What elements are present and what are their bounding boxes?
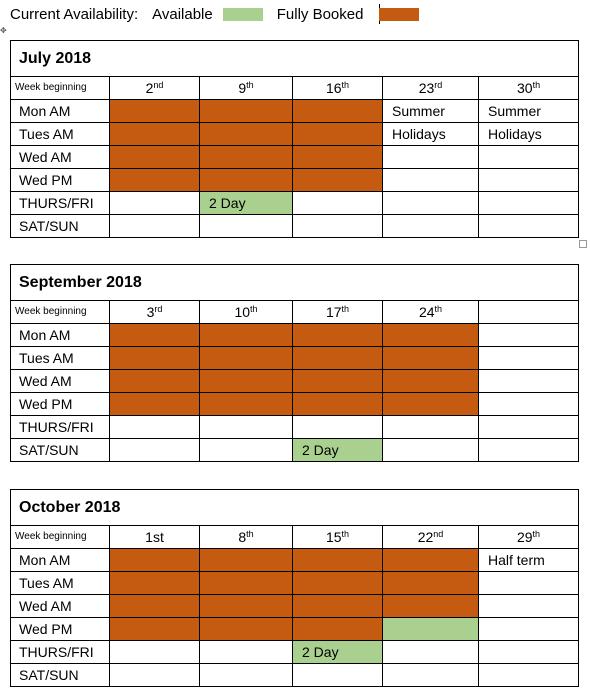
month-title: September 2018	[11, 265, 579, 301]
week-header-row	[11, 301, 579, 324]
slot-row	[11, 572, 579, 595]
slot-cell	[383, 215, 479, 238]
slot-row	[11, 123, 579, 146]
week-date-header	[479, 526, 579, 549]
slot-cell	[383, 370, 479, 393]
week-header-row	[11, 77, 579, 100]
slot-cell	[479, 169, 579, 192]
slot-cell	[200, 664, 293, 687]
slot-cell	[293, 618, 383, 641]
slot-cell	[110, 664, 200, 687]
slot-label: Tues AM	[11, 572, 110, 595]
slot-label: Wed PM	[11, 618, 110, 641]
slot-row	[11, 595, 579, 618]
week-date-suffix: rd	[434, 80, 443, 90]
slot-cell	[293, 192, 383, 215]
week-date-number: 29	[516, 529, 533, 545]
week-date-header	[383, 301, 479, 324]
slot-row	[11, 215, 579, 238]
slot-row	[11, 664, 579, 687]
slot-label: THURS/FRI	[11, 416, 110, 439]
week-beginning-label: Week beginning	[11, 77, 110, 100]
slot-label: Wed PM	[11, 393, 110, 416]
week-date-header	[383, 77, 479, 100]
slot-cell	[383, 169, 479, 192]
slot-label: SAT/SUN	[11, 215, 110, 238]
slot-label: THURS/FRI	[11, 641, 110, 664]
week-date-header	[293, 526, 383, 549]
week-date-suffix: th	[246, 529, 254, 539]
slot-cell	[110, 618, 200, 641]
month-title: July 2018	[11, 41, 579, 77]
slot-cell	[110, 169, 200, 192]
slot-cell	[479, 370, 579, 393]
week-date-number: 24	[418, 304, 435, 320]
slot-cell	[200, 439, 293, 462]
week-date-suffix: th	[434, 304, 443, 314]
slot-cell	[479, 664, 579, 687]
slot-cell	[200, 123, 293, 146]
table-resize-handle[interactable]	[579, 240, 587, 248]
slot-cell	[293, 100, 383, 123]
slot-row	[11, 169, 579, 192]
availability-legend	[10, 4, 419, 24]
slot-cell	[479, 347, 579, 370]
legend-available-label: Available	[152, 5, 213, 23]
slot-cell: Holidays	[479, 123, 579, 146]
legend-title: Current Availability:	[10, 5, 139, 23]
week-date-number: 9	[238, 80, 247, 96]
slot-row	[11, 549, 579, 572]
slot-cell	[293, 572, 383, 595]
slot-cell: 2 Day	[200, 192, 293, 215]
slot-cell	[200, 347, 293, 370]
slot-cell	[383, 393, 479, 416]
slot-label: Wed AM	[11, 146, 110, 169]
slot-label: Wed PM	[11, 169, 110, 192]
slot-cell	[200, 618, 293, 641]
month-title-row	[11, 490, 579, 526]
week-date-header	[110, 526, 200, 549]
week-date-suffix: th	[532, 529, 541, 539]
slot-row	[11, 618, 579, 641]
slot-cell: Holidays	[383, 123, 479, 146]
slot-cell	[383, 416, 479, 439]
slot-cell	[110, 215, 200, 238]
slot-row	[11, 100, 579, 123]
slot-row	[11, 324, 579, 347]
slot-cell	[293, 324, 383, 347]
slot-row	[11, 393, 579, 416]
week-date-number: 23	[418, 80, 435, 96]
slot-cell	[110, 595, 200, 618]
slot-cell	[293, 416, 383, 439]
slot-cell	[110, 641, 200, 664]
slot-cell	[200, 146, 293, 169]
slot-cell	[200, 393, 293, 416]
slot-label: Wed AM	[11, 595, 110, 618]
slot-cell	[479, 215, 579, 238]
slot-label: Mon AM	[11, 100, 110, 123]
week-beginning-label: Week beginning	[11, 301, 110, 324]
slot-cell	[200, 370, 293, 393]
slot-cell	[479, 416, 579, 439]
slot-cell	[110, 146, 200, 169]
slot-cell: 2 Day	[293, 641, 383, 664]
slot-cell	[110, 192, 200, 215]
slot-label: Wed AM	[11, 370, 110, 393]
legend-booked-swatch	[379, 8, 419, 21]
week-date-suffix: th	[341, 304, 350, 314]
week-date-suffix: rd	[154, 304, 163, 314]
week-date-suffix: nd	[153, 80, 164, 90]
slot-cell	[383, 347, 479, 370]
slot-cell	[383, 641, 479, 664]
slot-cell	[479, 595, 579, 618]
slot-cell	[293, 123, 383, 146]
week-header-row	[11, 526, 579, 549]
slot-row	[11, 439, 579, 462]
slot-cell	[293, 595, 383, 618]
legend-available-swatch	[223, 8, 263, 21]
week-date-header	[383, 526, 479, 549]
slot-row	[11, 416, 579, 439]
week-beginning-label: Week beginning	[11, 526, 110, 549]
week-date-suffix: th	[341, 80, 350, 90]
slot-cell: Summer	[479, 100, 579, 123]
slot-cell	[200, 641, 293, 664]
slot-cell	[479, 146, 579, 169]
slot-cell	[479, 393, 579, 416]
week-date-number: 17	[325, 304, 342, 320]
month-title-row	[11, 41, 579, 77]
slot-cell: Half term	[479, 549, 579, 572]
slot-row	[11, 192, 579, 215]
slot-cell: Summer	[383, 100, 479, 123]
slot-cell	[110, 324, 200, 347]
slot-cell	[383, 439, 479, 462]
slot-label: Tues AM	[11, 347, 110, 370]
slot-cell	[293, 664, 383, 687]
week-date-number: 2	[145, 80, 154, 96]
month-title: October 2018	[11, 490, 579, 526]
slot-cell	[110, 416, 200, 439]
week-date-header	[293, 301, 383, 324]
slot-cell	[200, 324, 293, 347]
table-move-handle-icon[interactable]: ✥	[0, 26, 7, 35]
week-date-number: 16	[325, 80, 342, 96]
slot-cell	[479, 572, 579, 595]
slot-label: THURS/FRI	[11, 192, 110, 215]
slot-cell	[200, 572, 293, 595]
slot-cell	[200, 416, 293, 439]
slot-cell	[110, 439, 200, 462]
slot-cell	[200, 215, 293, 238]
week-date-header	[110, 301, 200, 324]
week-date-number: 22	[417, 529, 434, 545]
month-title-row	[11, 265, 579, 301]
slot-cell	[479, 192, 579, 215]
slot-cell	[110, 549, 200, 572]
week-date-header	[110, 77, 200, 100]
slot-cell	[110, 393, 200, 416]
slot-cell	[479, 324, 579, 347]
week-date-header	[200, 301, 293, 324]
slot-cell	[293, 347, 383, 370]
slot-label: SAT/SUN	[11, 664, 110, 687]
slot-cell	[479, 641, 579, 664]
week-date-suffix: th	[341, 529, 350, 539]
slot-cell	[293, 549, 383, 572]
calendar-table-july	[10, 40, 579, 238]
legend-booked-label: Fully Booked	[276, 5, 364, 23]
week-date-number: 3	[146, 304, 155, 320]
slot-cell	[293, 146, 383, 169]
week-date-suffix: nd	[433, 529, 444, 539]
slot-cell	[383, 549, 479, 572]
slot-cell	[383, 192, 479, 215]
week-date-number: 30	[516, 80, 533, 96]
slot-cell	[110, 347, 200, 370]
week-date-suffix: th	[532, 80, 541, 90]
calendar-table-september	[10, 264, 579, 462]
slot-cell	[200, 100, 293, 123]
slot-label: Mon AM	[11, 324, 110, 347]
slot-label: Mon AM	[11, 549, 110, 572]
slot-row	[11, 370, 579, 393]
week-date-header	[200, 526, 293, 549]
slot-cell	[110, 572, 200, 595]
week-date-number: 15	[325, 529, 342, 545]
slot-cell	[110, 100, 200, 123]
week-date-header	[200, 77, 293, 100]
slot-cell	[383, 595, 479, 618]
calendar-table-october	[10, 489, 579, 687]
week-date-header	[479, 77, 579, 100]
slot-cell	[383, 572, 479, 595]
week-date-header	[479, 301, 579, 324]
slot-cell	[293, 169, 383, 192]
slot-row	[11, 347, 579, 370]
slot-cell	[293, 370, 383, 393]
slot-cell	[383, 618, 479, 641]
slot-cell	[293, 215, 383, 238]
week-date-number: 10	[234, 304, 251, 320]
slot-cell	[383, 146, 479, 169]
week-date-header	[293, 77, 383, 100]
week-date-number: 8	[238, 529, 247, 545]
week-date-number: 1st	[145, 529, 164, 545]
slot-cell: 2 Day	[293, 439, 383, 462]
slot-cell	[383, 324, 479, 347]
slot-row	[11, 641, 579, 664]
slot-row	[11, 146, 579, 169]
slot-cell	[383, 664, 479, 687]
slot-label: SAT/SUN	[11, 439, 110, 462]
slot-cell	[110, 123, 200, 146]
slot-cell	[479, 439, 579, 462]
week-date-suffix: th	[246, 80, 254, 90]
slot-cell	[200, 549, 293, 572]
slot-cell	[200, 169, 293, 192]
slot-cell	[110, 370, 200, 393]
slot-cell	[479, 618, 579, 641]
slot-cell	[293, 393, 383, 416]
slot-label: Tues AM	[11, 123, 110, 146]
week-date-suffix: th	[250, 304, 258, 314]
slot-cell	[200, 595, 293, 618]
